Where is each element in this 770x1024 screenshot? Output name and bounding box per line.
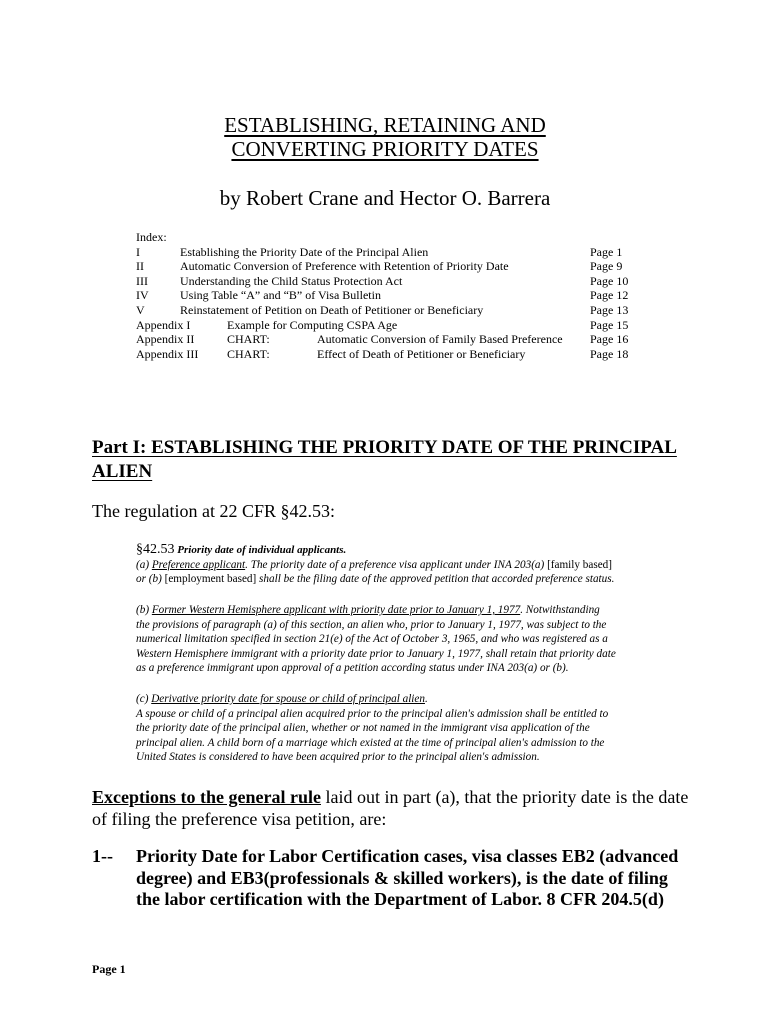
index-title: Automatic Conversion of Preference with Retention of Priority Date [180, 259, 509, 274]
para-c-line-2: A spouse or child of a principal alien acquired prior to the principal alien's admission shall be entitled to [136, 707, 609, 720]
item-number: 1-- [92, 846, 113, 866]
index-number: IV [136, 288, 149, 303]
para-c-line-5: United States is considered to have been acquired prior to the principal alien's admission. [136, 751, 540, 763]
appendix-number: Appendix I [136, 317, 191, 332]
para-b-line-1: . Notwithstanding [520, 604, 600, 616]
part-heading [92, 436, 692, 484]
index-table [136, 230, 636, 361]
para-b-label: (b) [136, 604, 150, 616]
exceptions-heading: Exceptions to the general rule [92, 787, 321, 807]
regulation-section-a [136, 543, 696, 587]
para-c-line-4: principal alien. A child born of a marriage which existed at the time of principal alien's admission to the [136, 736, 605, 749]
appendix-title: Effect of Death of Petitioner or Beneficiary [317, 346, 526, 361]
appendix-page: Page 18 [590, 346, 629, 361]
index-row [136, 303, 636, 318]
appendix-page: Page 16 [590, 332, 629, 347]
index-number: II [136, 259, 144, 274]
section-number: §42.53 [136, 542, 175, 557]
index-page: Page 9 [590, 259, 623, 274]
regulation-intro: The regulation at 22 CFR §42.53: [92, 501, 335, 521]
exceptions-text-2: of filing the preference visa petition, are: [92, 809, 387, 829]
appendix-row [136, 332, 636, 347]
para-b-line-2: the provisions of paragraph (a) of this section, an alien who, prior to January 1, 1977, was subject to the [136, 618, 607, 631]
appendix-number: Appendix II [136, 332, 195, 347]
index-row [136, 259, 636, 274]
index-page: Page 13 [590, 302, 629, 317]
index-title: Using Table “A” and “B” of Visa Bulletin [180, 288, 381, 303]
byline: by Robert Crane and Hector O. Barrera [219, 186, 551, 210]
appendix-number: Appendix III [136, 346, 199, 361]
index-page: Page 10 [590, 273, 629, 288]
index-page: Page 12 [590, 288, 629, 303]
part-heading-line-2: ALIEN [92, 461, 153, 482]
index-title: Reinstatement of Petition on Death of Petitioner or Beneficiary [180, 302, 484, 317]
index-heading: Index: [136, 230, 167, 244]
appendix-row [136, 318, 636, 333]
para-a-bracket-1: [family based] [547, 558, 612, 571]
appendix-page: Page 15 [590, 317, 629, 332]
para-b-line-4: Western Hemisphere immigrant with a priority date prior to January 1, 1977, shall retain that priority date [136, 647, 616, 660]
para-c-line-3: the priority date of the principal alien, whether or not named in the immigrant visa application of the [136, 722, 590, 734]
para-c-heading: Derivative priority date for spouse or child of principal alien [151, 693, 425, 705]
para-a-text-1: . The priority date of a preference visa applicant under INA 203(a) [245, 558, 545, 571]
item-line-2: degree) and EB3(professionals & skilled workers), is the date of filing [136, 867, 668, 888]
para-a-heading: Preference applicant [151, 558, 246, 571]
para-b-heading: Former Western Hemisphere applicant with priority date prior to January 1, 1977 [151, 604, 521, 616]
para-a-text-3: shall be the filing date of the approved petition that accorded preference status. [259, 573, 615, 585]
title-line-2: CONVERTING PRIORITY DATES [231, 137, 539, 161]
index-row [136, 288, 636, 303]
index-row [136, 274, 636, 289]
page-number-footer: Page 1 [92, 962, 126, 976]
section-title: Priority date of individual applicants. [177, 544, 347, 556]
index-number: V [136, 302, 145, 317]
appendix-title: Automatic Conversion of Family Based Preference [317, 332, 563, 347]
exceptions-text-1: laid out in part (a), that the priority date is the date [320, 787, 689, 807]
index-row [136, 245, 636, 260]
item-line-1: Priority Date for Labor Certification cases, visa classes EB2 (advanced [136, 846, 679, 866]
appendix-label: CHART: [227, 332, 270, 347]
para-a-label: (a) [136, 558, 150, 571]
para-a-bracket-2: [employment based] [164, 573, 257, 585]
para-a-text-2: or (b) [136, 573, 162, 585]
para-b-line-5: as a preference immigrant upon approval of a petition according status under INA 203(a) or (b). [136, 662, 569, 674]
appendix-label: Example for Computing CSPA Age [227, 317, 398, 332]
para-c-label: (c) [136, 693, 149, 705]
item-line-3: the labor certification with the Department of Labor. 8 CFR 204.5(d) [136, 889, 664, 909]
index-heading-row [136, 230, 636, 245]
index-number: III [136, 273, 148, 288]
index-title: Understanding the Child Status Protection Act [180, 273, 403, 288]
index-page: Page 1 [590, 244, 623, 259]
exceptions-paragraph [92, 786, 692, 830]
appendix-row [136, 347, 636, 362]
para-b-line-3: numerical limitation specified in section 21(e) of the Act of October 3, 1965, and who was registered as a [136, 633, 608, 645]
part-heading-line-1: Part I: ESTABLISHING THE PRIORITY DATE OF THE PRINCIPAL [92, 437, 677, 458]
regulation-section-b [136, 603, 696, 676]
appendix-label: CHART: [227, 346, 270, 361]
index-number: I [136, 244, 140, 259]
title-line-1: ESTABLISHING, RETAINING AND [224, 113, 546, 137]
index-title: Establishing the Priority Date of the Principal Alien [180, 244, 429, 259]
regulation-section-c: (c) Derivative priority date for spouse or child of principal alien. A spouse or child of a principal alien acquired prior to the principal alien's admission shall be entitled to the priority date of the principal alien, whether or not named in the immigrant visa application of the principal alien. A child born of a marriage which existed at the time of principal alien's admission to the United States is considered to have been acquired prior to the principal alien's admission. [136, 692, 696, 765]
